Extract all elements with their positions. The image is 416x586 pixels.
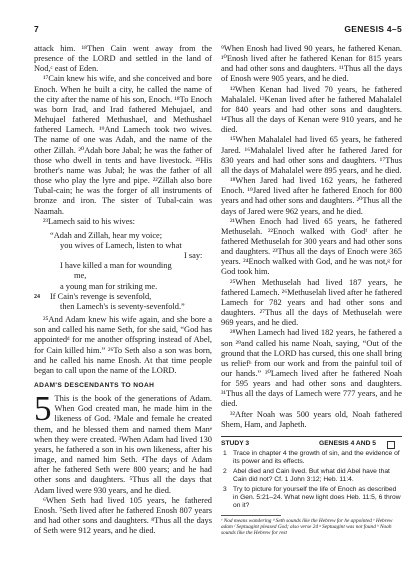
- paragraph: ³²After Noah was 500 years old, Noah fathered Shem, Ham, and Japheth.: [221, 409, 402, 429]
- right-column: [221, 44, 402, 536]
- footnote-rule: [221, 515, 281, 516]
- chapter-opening-paragraph: 5 This is the book of the generations of Adam. When God created man, he made him in the likeness of God. ²Male and female he created them, and he blessed them and named them Manᵉ when they were created. ³When Adam had lived 130 years, he fathered a son in his own likeness, after his image, and named him Seth. ⁴The days of Adam after he fathered Seth were 800 years; and he had other sons and daughters. ⁵Thus all the days that Adam lived were 930 years, and he died.: [34, 389, 212, 495]
- study-question: 1 Trace in chapter 4 the growth of sin, and the evidence of its power and its effects.: [223, 449, 400, 466]
- study-reference: GENESIS 4 AND 5: [319, 439, 376, 447]
- running-title: GENESIS 4–5: [344, 24, 402, 34]
- poem-line: I say:: [184, 251, 203, 261]
- paragraph: ⁹When Enosh had lived 90 years, he fathered Kenan. ¹⁰Enosh lived after he fathered Kenan for 815 years and had other sons and daughters. ¹¹Thus all the days of Enosh were 905 years, and he died.: [221, 44, 402, 84]
- poem-line: me,: [74, 271, 87, 281]
- poem-line: I have killed a man for wounding: [60, 261, 172, 271]
- footnotes: ᶜ Nod means wandering ᵈ Seth sounds like the Hebrew for he appointed ᵉ Hebrew adam ᶠ Septuagint pleased God; also verse 24 ᵍ Septuagint was not found ʰ Noah sounds like the Hebrew for rest: [221, 517, 393, 537]
- study-question: 3 Try to picture for yourself the life of Enoch as described in Gen. 5:21–24. What new light does Heb. 11:5, 6 throw on it?: [223, 485, 401, 510]
- paragraph: ¹⁵When Mahalalel had lived 65 years, he fathered Jared. ¹⁶Mahalalel lived after he fathered Jared for 830 years and had other sons and daughters. ¹⁷Thus all the days of Mahalalel were 895 years, and he died.: [221, 135, 402, 175]
- paragraph: ⁶When Seth had lived 105 years, he fathered Enosh. ⁷Seth lived after he fathered Enosh 807 years and had other sons and daughters. ⁸Thus all the days of Seth were 912 years, and he died.: [34, 495, 212, 536]
- lamech-poem: [34, 231, 212, 312]
- paragraph: ²⁸When Lamech had lived 182 years, he fathered a son ²⁹and called his name Noah, saying, “Out of the ground that the LORD has cursed, this one shall bring us reliefʰ from our work and from the painful toil of our hands.” ³⁰Lamech lived after he fathered Noah for 595 years and had other sons and daughters. ³¹Thus all the days of Lamech were 777 years, and he died.: [221, 328, 402, 409]
- chapter-drop-cap: 5: [34, 389, 52, 429]
- paragraph: ¹²When Kenan had lived 70 years, he fathered Mahalalel. ¹³Kenan lived after he fathered Mahalalel for 840 years and had other sons and daughters. ¹⁴Thus all the days of Kenan were 910 years, and he died.: [221, 84, 402, 135]
- poem-line: 24 If Cain's revenge is sevenfold,: [34, 291, 152, 301]
- paragraph: ²⁵And Adam knew his wife again, and she bore a son and called his name Seth, for she said, “God has appointedᵈ for me another offspring instead of Abel, for Cain killed him.” ²⁶To Seth also a son was born, and he called his name Enosh. At that time people began to call upon the name of the LORD.: [34, 315, 212, 375]
- page-header: [34, 24, 402, 36]
- paragraph: ²³Lamech said to his wives:: [43, 216, 136, 226]
- study-questions: [221, 450, 402, 511]
- paragraph: ¹⁸When Jared had lived 162 years, he fathered Enoch. ¹⁹Jared lived after he fathered Enoch for 800 years and had other sons and daughters. ²⁰Thus all the days of Jared were 962 years, and he died.: [221, 176, 402, 216]
- study-label: STUDY 3: [221, 439, 250, 447]
- section-heading: ADAM'S DESCENDANTS TO NOAH: [34, 382, 155, 389]
- study-header: [221, 440, 402, 450]
- page-number: 7: [34, 24, 39, 34]
- paragraph: ¹⁷Cain knew his wife, and she conceived and bore Enoch. When he built a city, he called the name of the city after the name of his son, Enoch. ¹⁸To Enoch was born Irad, and Irad fathered Mehujael, and Mehujael fathered Methushael, and Methushael fathered Lamech. ¹⁹And Lamech took two wives. The name of one was Adah, and the name of the other Zillah. ²⁰Adah bore Jabal; he was the father of those who dwell in tents and have livestock. ²¹His brother's name was Jubal; he was the father of all those who play the lyre and pipe. ²²Zillah also bore Tubal-cain; he was the forger of all instruments of bronze and iron. The sister of Tubal-cain was Naamah.: [34, 74, 212, 216]
- poem-line: you wives of Lamech, listen to what: [60, 240, 182, 250]
- paragraph: ²⁵When Methuselah had lived 187 years, he fathered Lamech. ²⁶Methuselah lived after he fathered Lamech for 782 years and had other sons and daughters. ²⁷Thus all the days of Methuselah were 969 years, and he died.: [221, 277, 402, 328]
- checkbox-icon[interactable]: [387, 441, 395, 449]
- paragraph: ²¹When Enoch had lived 65 years, he fathered Methuselah. ²²Enoch walked with Godᶠ after he fathered Methuselah for 300 years and had other sons and daughters. ²³Thus all the days of Enoch were 365 years. ²⁴Enoch walked with God, and he was not,ᵍ for God took him.: [221, 216, 402, 277]
- poem-line: a young man for striking me.: [60, 281, 158, 291]
- study-question: 2 Abel died and Cain lived. But what did Abel have that Cain did not? Cf. 1 John 3:12; Heb. 11:4.: [223, 467, 390, 484]
- study-box: [221, 436, 402, 511]
- left-column: [34, 44, 212, 536]
- poem-line: “Adah and Zillah, hear my voice;: [50, 230, 163, 240]
- paragraph: attack him. ¹⁸Then Cain went away from the presence of the LORD and settled in the land of Nod,ᶜ east of Eden.: [34, 44, 212, 74]
- poem-line: then Lamech's is seventy-sevenfold.”: [60, 301, 185, 311]
